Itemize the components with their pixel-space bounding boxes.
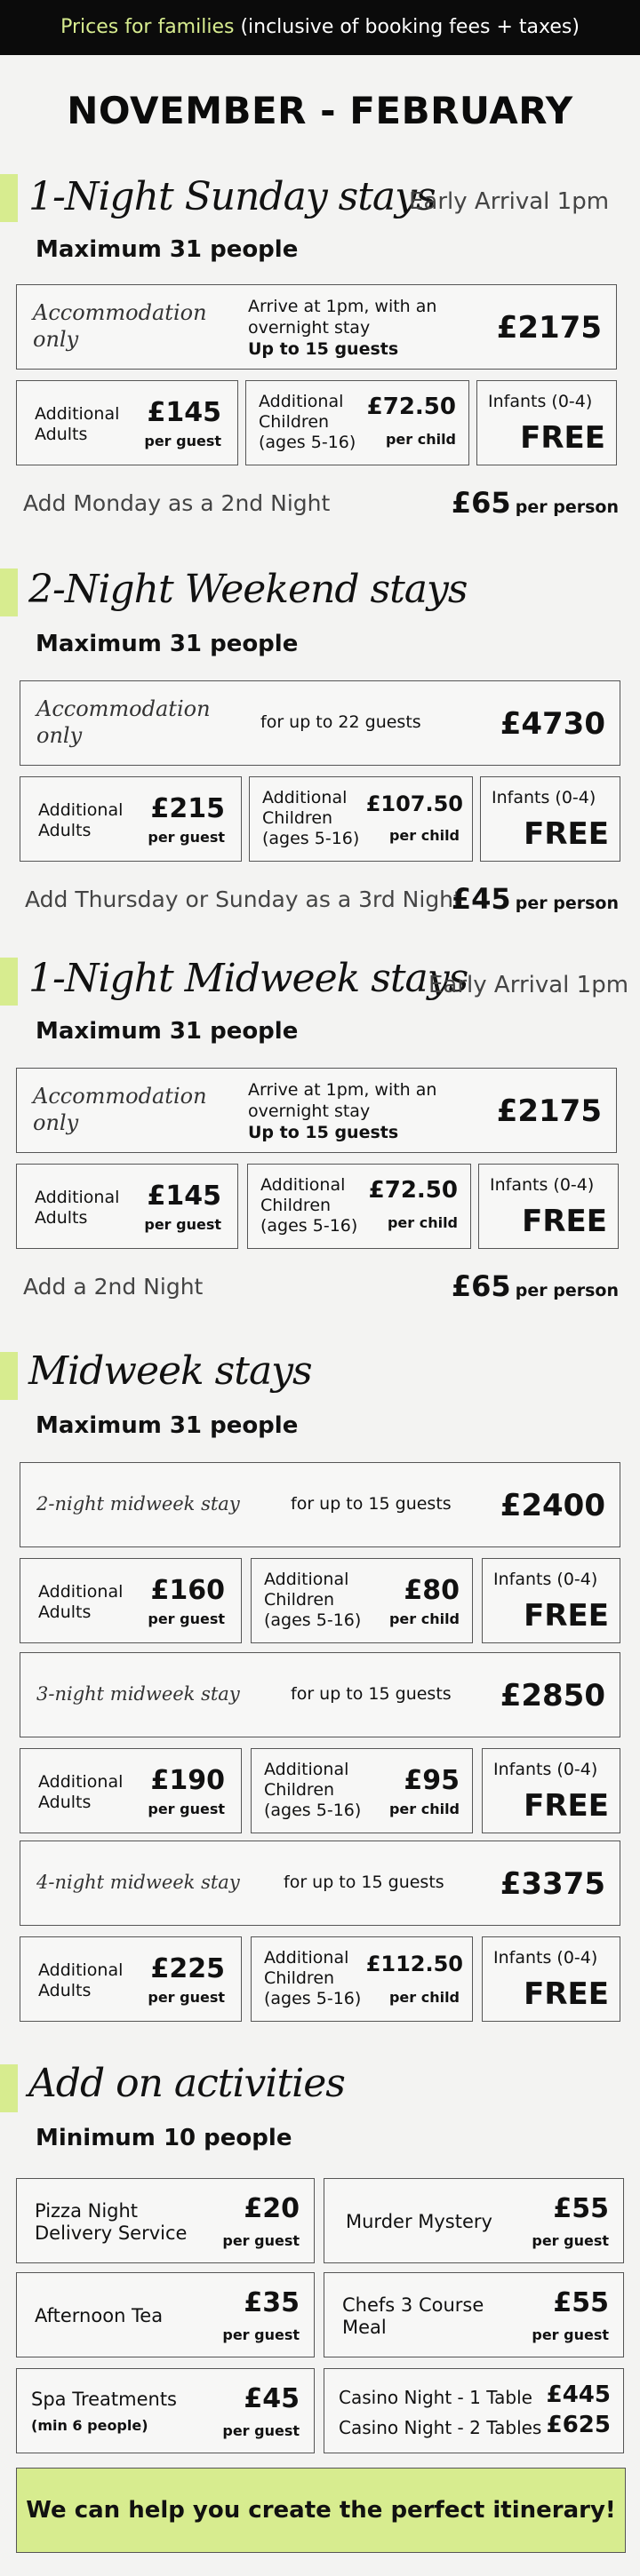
extra-night-label: Add a 2nd Night <box>23 1274 204 1300</box>
activity-unit: per guest <box>222 2326 300 2343</box>
extra-night-price: £65 <box>451 486 511 520</box>
additional-children-box <box>245 380 469 465</box>
accommodation-price: £2175 <box>496 310 602 346</box>
additional-children-box <box>251 1936 473 2022</box>
adults-price: £190 <box>150 1765 225 1796</box>
adults-price: £215 <box>150 793 225 824</box>
capacity-label: Maximum 31 people <box>36 1412 299 1439</box>
children-price: £72.50 <box>366 394 456 420</box>
children-label: Additional Children (ages 5-16) <box>264 1948 362 2008</box>
extra-night-unit: per person <box>515 1281 619 1300</box>
additional-adults-box <box>16 1164 238 1249</box>
stay-description: for up to 15 guests <box>291 1684 452 1704</box>
activity-price: £45 <box>244 2383 300 2414</box>
section-subtitle: Early Arrival 1pm <box>428 972 629 998</box>
activity-price: £625 <box>546 2412 611 2438</box>
activity-note: (min 6 people) <box>31 2417 148 2434</box>
stay-price: £2850 <box>500 1678 605 1713</box>
activity-price: £20 <box>244 2193 300 2224</box>
activity-label: Spa Treatments <box>31 2389 178 2410</box>
activity-afternoon-tea <box>16 2272 315 2357</box>
stay-description: for up to 15 guests <box>284 1872 444 1892</box>
additional-adults-box <box>20 1748 242 1833</box>
accommodation-box <box>16 284 617 370</box>
additional-adults-box <box>20 776 242 862</box>
adults-price: £160 <box>150 1575 225 1606</box>
section-title-activities: Add on activities <box>28 2061 345 2106</box>
section-accent-bar <box>0 958 18 1006</box>
section-title-midweek-1night: 1-Night Midweek stays <box>28 956 468 1001</box>
infants-box <box>476 380 617 465</box>
adults-label: Additional Adults <box>38 1582 124 1622</box>
children-price: £107.50 <box>365 791 463 816</box>
activity-label: Casino Night - 2 Tables <box>339 2417 542 2438</box>
stay-price: £3375 <box>500 1866 605 1902</box>
children-label: Additional Children (ages 5-16) <box>260 1175 358 1236</box>
activity-label: Casino Night - 1 Table <box>339 2387 532 2408</box>
adults-unit: per guest <box>148 829 225 846</box>
infants-label: Infants (0-4) <box>493 1760 598 1779</box>
infants-label: Infants (0-4) <box>493 1948 598 1968</box>
activity-label: Chefs 3 Course Meal <box>342 2294 484 2338</box>
accommodation-label: Accommodation only <box>33 1084 207 1135</box>
activity-unit: per guest <box>222 2232 300 2249</box>
infants-box <box>482 1936 620 2022</box>
additional-children-box <box>247 1164 471 1249</box>
accommodation-price: £4730 <box>500 706 605 742</box>
infants-label: Infants (0-4) <box>488 392 593 411</box>
extra-night-label: Add Thursday or Sunday as a 3rd Night <box>25 886 462 912</box>
banner-highlight: Prices for families <box>60 16 235 38</box>
activity-label: Pizza Night Delivery Service <box>35 2200 188 2244</box>
accommodation-price: £2175 <box>496 1093 602 1129</box>
adults-label: Additional Adults <box>38 1960 124 2000</box>
children-unit: per child <box>385 431 456 448</box>
infants-price: FREE <box>524 816 609 852</box>
accommodation-label: Accommodation only <box>33 300 207 352</box>
adults-label: Additional Adults <box>35 1188 120 1228</box>
children-label: Additional Children (ages 5-16) <box>264 1760 362 1820</box>
capacity-label: Maximum 31 people <box>36 1018 299 1045</box>
adults-unit: per guest <box>144 1216 221 1233</box>
itinerary-cta-button[interactable]: We can help you create the perfect itinerary! <box>16 2468 626 2553</box>
infants-price: FREE <box>524 1598 609 1634</box>
section-accent-bar <box>0 174 18 222</box>
capacity-label: Maximum 31 people <box>36 631 299 657</box>
stay-label: 4-night midweek stay <box>36 1872 240 1893</box>
infants-price: FREE <box>524 1976 609 2012</box>
accommodation-label: Accommodation only <box>36 696 211 748</box>
adults-unit: per guest <box>144 433 221 449</box>
stay-label: 2-night midweek stay <box>36 1493 240 1515</box>
additional-children-box <box>249 776 473 862</box>
adults-label: Additional Adults <box>38 1772 124 1812</box>
section-accent-bar <box>0 568 18 616</box>
infants-box <box>482 1748 620 1833</box>
accommodation-box <box>16 1068 617 1153</box>
additional-adults-box <box>20 1936 242 2022</box>
children-unit: per child <box>388 1801 460 1817</box>
section-accent-bar <box>0 1352 18 1400</box>
infants-label: Infants (0-4) <box>493 1570 598 1589</box>
stay-label: 3-night midweek stay <box>36 1683 240 1705</box>
infants-box <box>480 776 620 862</box>
additional-adults-box <box>20 1558 242 1643</box>
activity-casino-night <box>324 2368 624 2453</box>
accommodation-description: Arrive at 1pm, with an overnight stay Up to 15 guests <box>248 1080 437 1142</box>
adults-price: £225 <box>150 1953 225 1984</box>
children-unit: per child <box>388 1610 460 1627</box>
infants-label: Infants (0-4) <box>492 788 596 807</box>
infants-box <box>478 1164 619 1249</box>
children-unit: per child <box>388 1989 460 2006</box>
section-title-weekend: 2-Night Weekend stays <box>28 567 468 612</box>
children-unit: per child <box>387 1214 458 1231</box>
children-unit: per child <box>388 827 460 844</box>
activity-spa-treatments <box>16 2368 315 2453</box>
midweek-stay-box <box>20 1652 620 1737</box>
section-title-sunday: 1-Night Sunday stays <box>28 174 436 219</box>
activity-price: £35 <box>244 2287 300 2318</box>
infants-box <box>482 1558 620 1643</box>
activity-murder-mystery <box>324 2178 624 2263</box>
adults-unit: per guest <box>148 1801 225 1817</box>
extra-night-price: £45 <box>451 882 511 916</box>
infants-price: FREE <box>524 1788 609 1824</box>
activity-label: Murder Mystery <box>346 2211 492 2232</box>
adults-price: £145 <box>147 1181 221 1212</box>
additional-adults-box <box>16 380 238 465</box>
extra-night-label: Add Monday as a 2nd Night <box>23 490 331 516</box>
infants-price: FREE <box>522 1204 607 1239</box>
activity-price: £55 <box>553 2193 609 2224</box>
children-label: Additional Children (ages 5-16) <box>264 1570 362 1630</box>
season-heading: NOVEMBER - FEBRUARY <box>67 89 573 132</box>
additional-children-box <box>251 1558 473 1643</box>
children-price: £95 <box>404 1765 460 1796</box>
adults-unit: per guest <box>148 1989 225 2006</box>
children-price: £80 <box>404 1575 460 1606</box>
stay-description: for up to 15 guests <box>291 1494 452 1514</box>
infants-label: Infants (0-4) <box>490 1175 595 1195</box>
capacity-label: Maximum 31 people <box>36 236 299 263</box>
midweek-stay-box <box>20 1462 620 1547</box>
extra-night-price-group <box>452 882 619 916</box>
accommodation-description: for up to 22 guests <box>260 712 421 732</box>
section-accent-bar <box>0 2064 18 2112</box>
banner-text: (inclusive of booking fees + taxes) <box>240 16 580 38</box>
midweek-stay-box <box>20 1841 620 1926</box>
adults-unit: per guest <box>148 1610 225 1627</box>
children-label: Additional Children (ages 5-16) <box>262 788 360 848</box>
extra-night-price: £65 <box>451 1269 511 1303</box>
adults-label: Additional Adults <box>35 404 120 444</box>
pricing-banner <box>0 0 640 55</box>
extra-night-unit: per person <box>515 497 619 517</box>
extra-night-price-group <box>452 1269 619 1303</box>
activity-unit: per guest <box>222 2422 300 2439</box>
children-price: £112.50 <box>365 1952 463 1976</box>
activity-pizza-night <box>16 2178 315 2263</box>
activity-chefs-meal <box>324 2272 624 2357</box>
activity-unit: per guest <box>532 2326 609 2343</box>
accommodation-box <box>20 680 620 766</box>
adults-price: £145 <box>147 397 221 428</box>
infants-price: FREE <box>520 420 605 456</box>
activity-price: £445 <box>546 2381 611 2408</box>
activity-label: Afternoon Tea <box>35 2305 164 2326</box>
capacity-label: Minimum 10 people <box>36 2125 292 2151</box>
section-subtitle: Early Arrival 1pm <box>409 188 610 215</box>
activity-unit: per guest <box>532 2232 609 2249</box>
children-label: Additional Children (ages 5-16) <box>259 392 356 452</box>
additional-children-box <box>251 1748 473 1833</box>
adults-label: Additional Adults <box>38 800 124 840</box>
extra-night-unit: per person <box>515 894 619 913</box>
stay-price: £2400 <box>500 1488 605 1523</box>
extra-night-price-group <box>452 486 619 520</box>
section-title-midweek: Midweek stays <box>28 1348 312 1394</box>
children-price: £72.50 <box>368 1177 458 1204</box>
accommodation-description: Arrive at 1pm, with an overnight stay Up to 15 guests <box>248 297 437 359</box>
activity-price: £55 <box>553 2287 609 2318</box>
